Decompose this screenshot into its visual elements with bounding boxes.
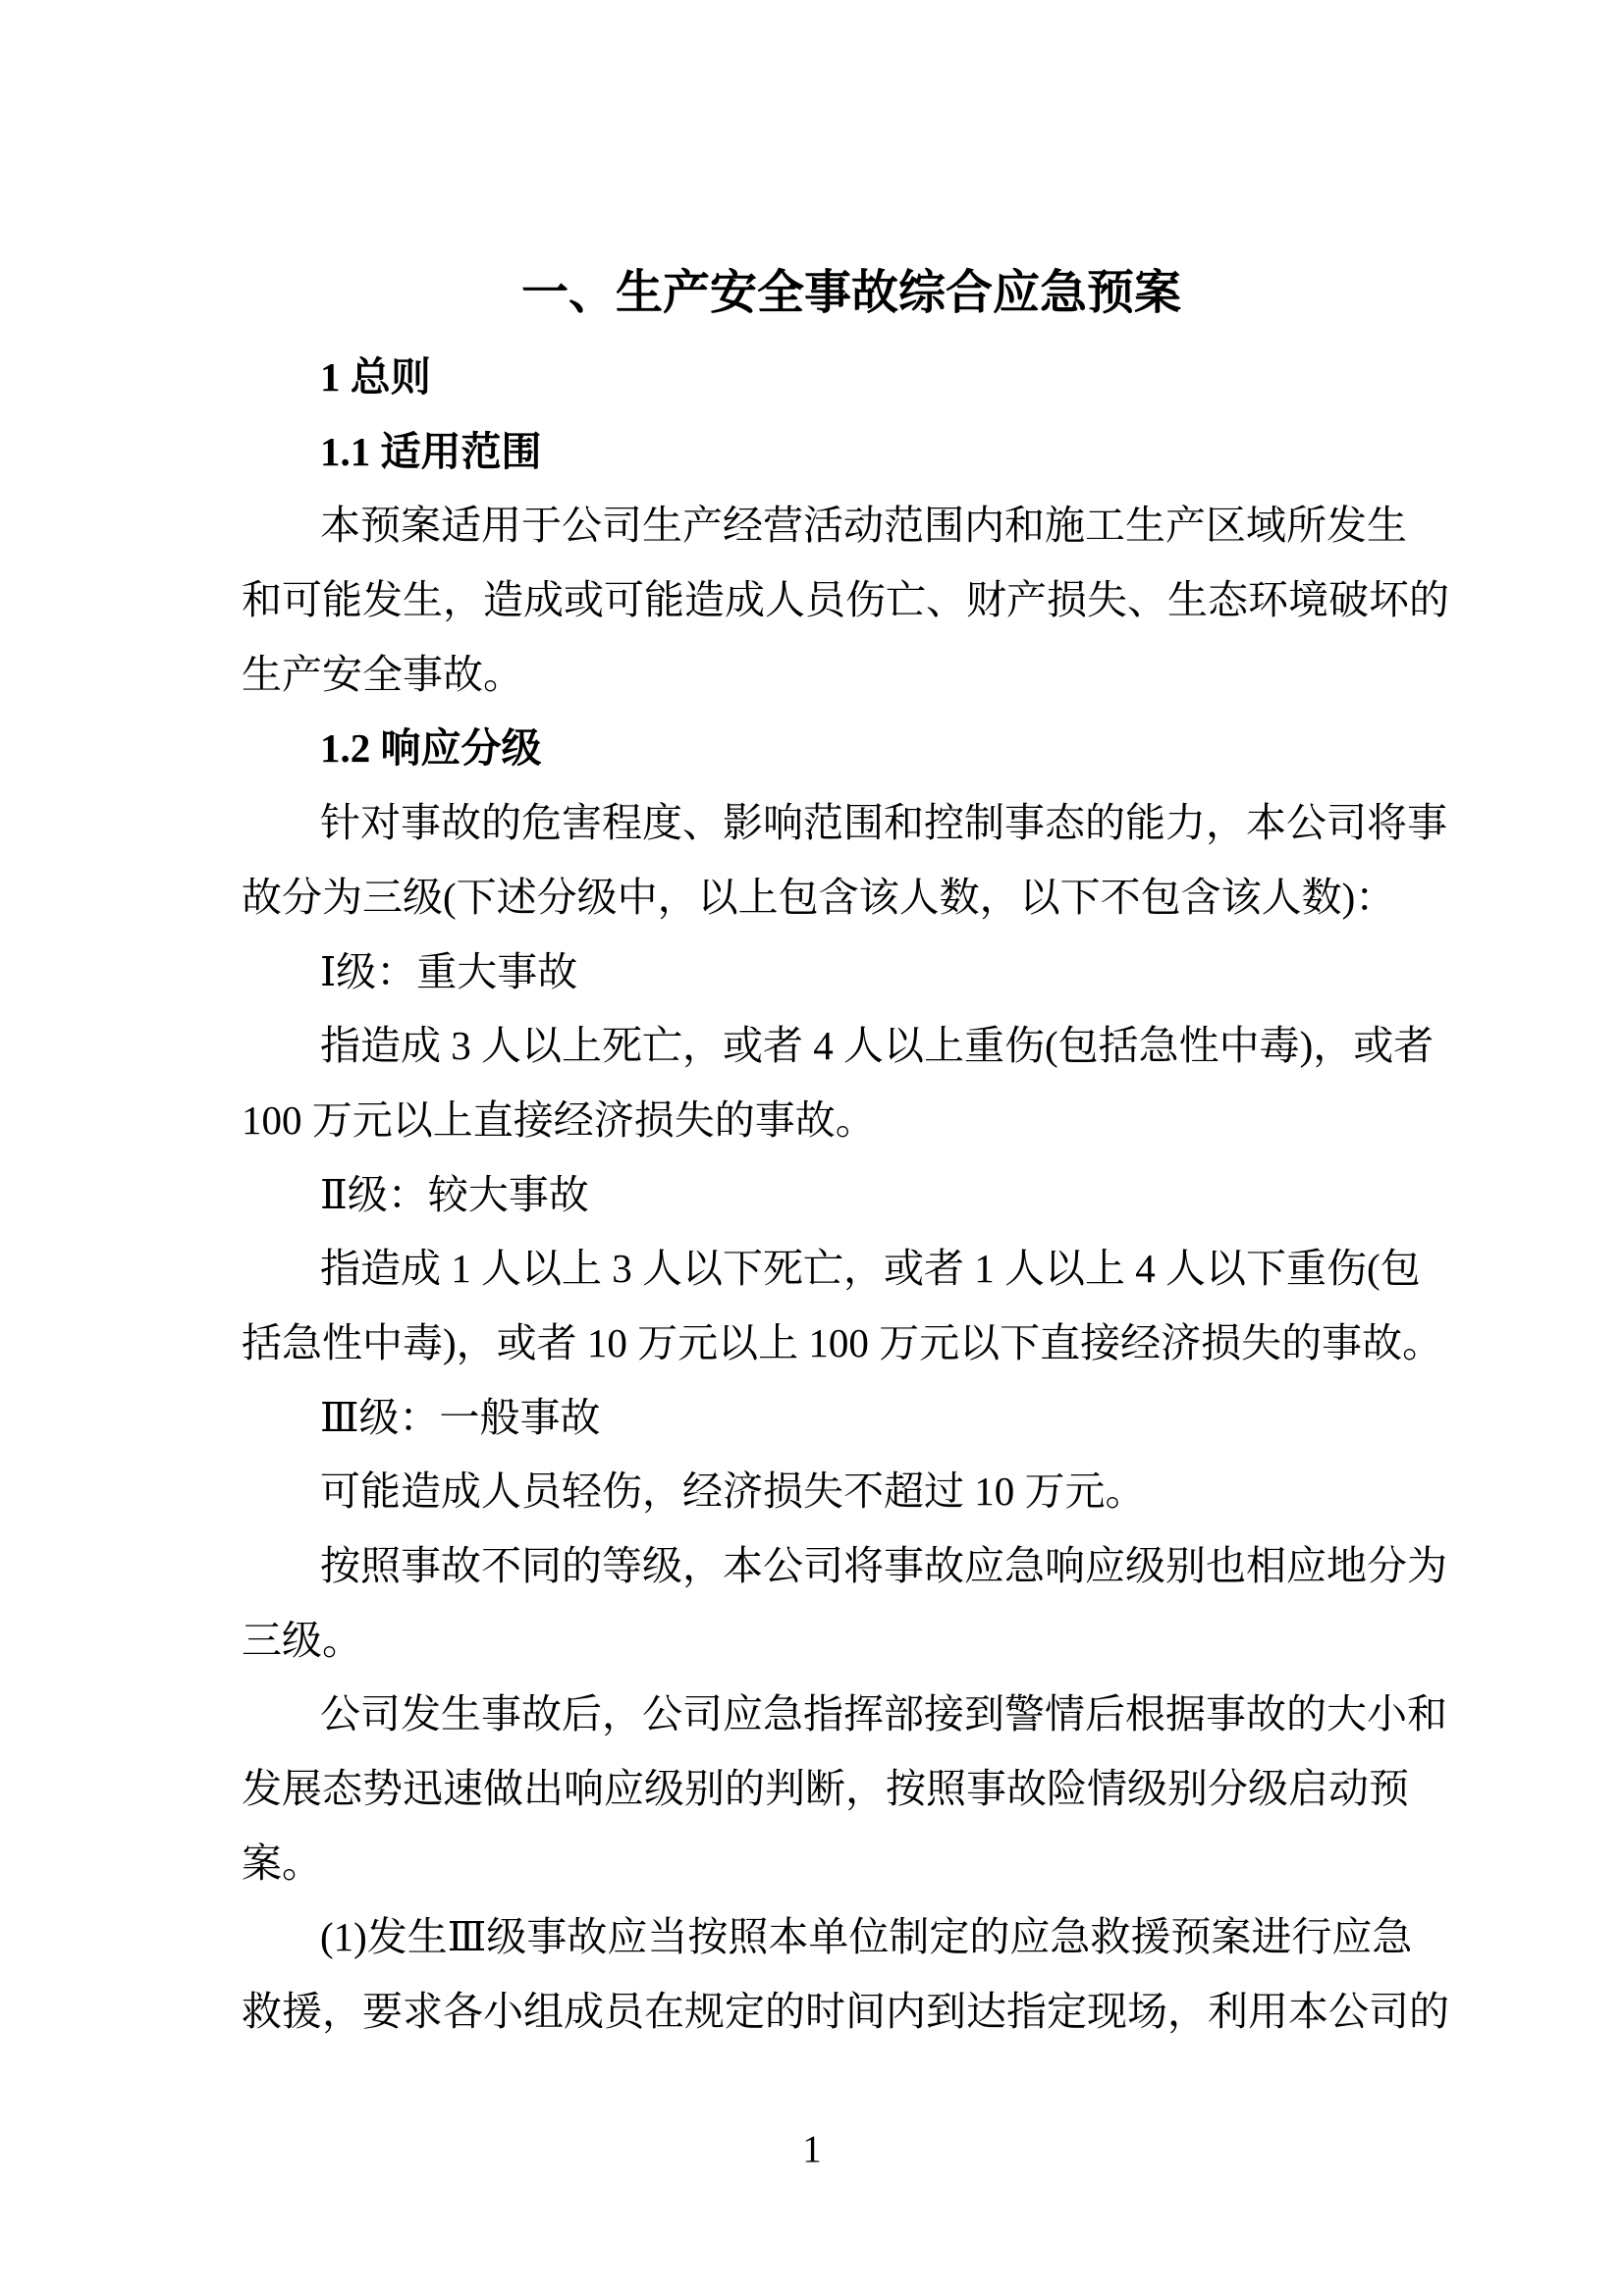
- document-body-line: 案。: [242, 1840, 322, 1886]
- document-body-line: 指造成 3 人以上死亡，或者 4 人以上重伤(包括急性中毒)，或者: [320, 1023, 1435, 1069]
- document-heading-line: 1 总则: [320, 354, 431, 400]
- document-body-line: Ⅲ级：一般事故: [320, 1394, 601, 1440]
- document-body-line: 三级。: [242, 1617, 362, 1663]
- document-body-line: 可能造成人员轻伤，经济损失不超过 10 万元。: [320, 1468, 1146, 1515]
- document-body-line: 按照事故不同的等级，本公司将事故应急响应级别也相应地分为: [320, 1543, 1447, 1588]
- document-body-line: (1)发生Ⅲ级事故应当按照本单位制定的应急救援预案进行应急: [320, 1914, 1413, 1960]
- document-body-line: 括急性中毒)，或者 10 万元以上 100 万元以下直接经济损失的事故。: [242, 1319, 1443, 1365]
- document-heading-line: 1.1 适用范围: [320, 428, 542, 474]
- document-body-line: 针对事故的危害程度、影响范围和控制事态的能力，本公司将事: [320, 800, 1447, 846]
- document-body-line: 生产安全事故。: [242, 651, 523, 697]
- document-body-line: Ⅱ级：较大事故: [320, 1171, 589, 1217]
- document-body-line: 故分为三级(下述分级中，以上包含该人数，以下不包含该人数)：: [242, 874, 1396, 920]
- document-title: 一、生产安全事故综合应急预案: [520, 267, 1181, 319]
- page-number: 1: [802, 2128, 822, 2170]
- document-body: [242, 341, 1461, 2050]
- document-body-line: 救援，要求各小组成员在规定的时间内到达指定现场，利用本公司的: [242, 1989, 1449, 2035]
- document-body-line: 100 万元以上直接经济损失的事故。: [242, 1096, 876, 1143]
- document-body-line: Ⅰ级：重大事故: [320, 948, 578, 994]
- document-body-line: 和可能发生，造成或可能造成人员伤亡、财产损失、生态环境破坏的: [242, 577, 1449, 623]
- document-heading-line: 1.2 响应分级: [320, 725, 542, 772]
- document-body-line: 公司发生事故后，公司应急指挥部接到警情后根据事故的大小和: [320, 1691, 1447, 1737]
- document-body-line: 本预案适用于公司生产经营活动范围内和施工生产区域所发生: [320, 503, 1407, 549]
- document-body-line: 指造成 1 人以上 3 人以下死亡，或者 1 人以上 4 人以下重伤(包: [320, 1246, 1421, 1292]
- document-body-line: 发展态势迅速做出响应级别的判断，按照事故险情级别分级启动预: [242, 1766, 1409, 1812]
